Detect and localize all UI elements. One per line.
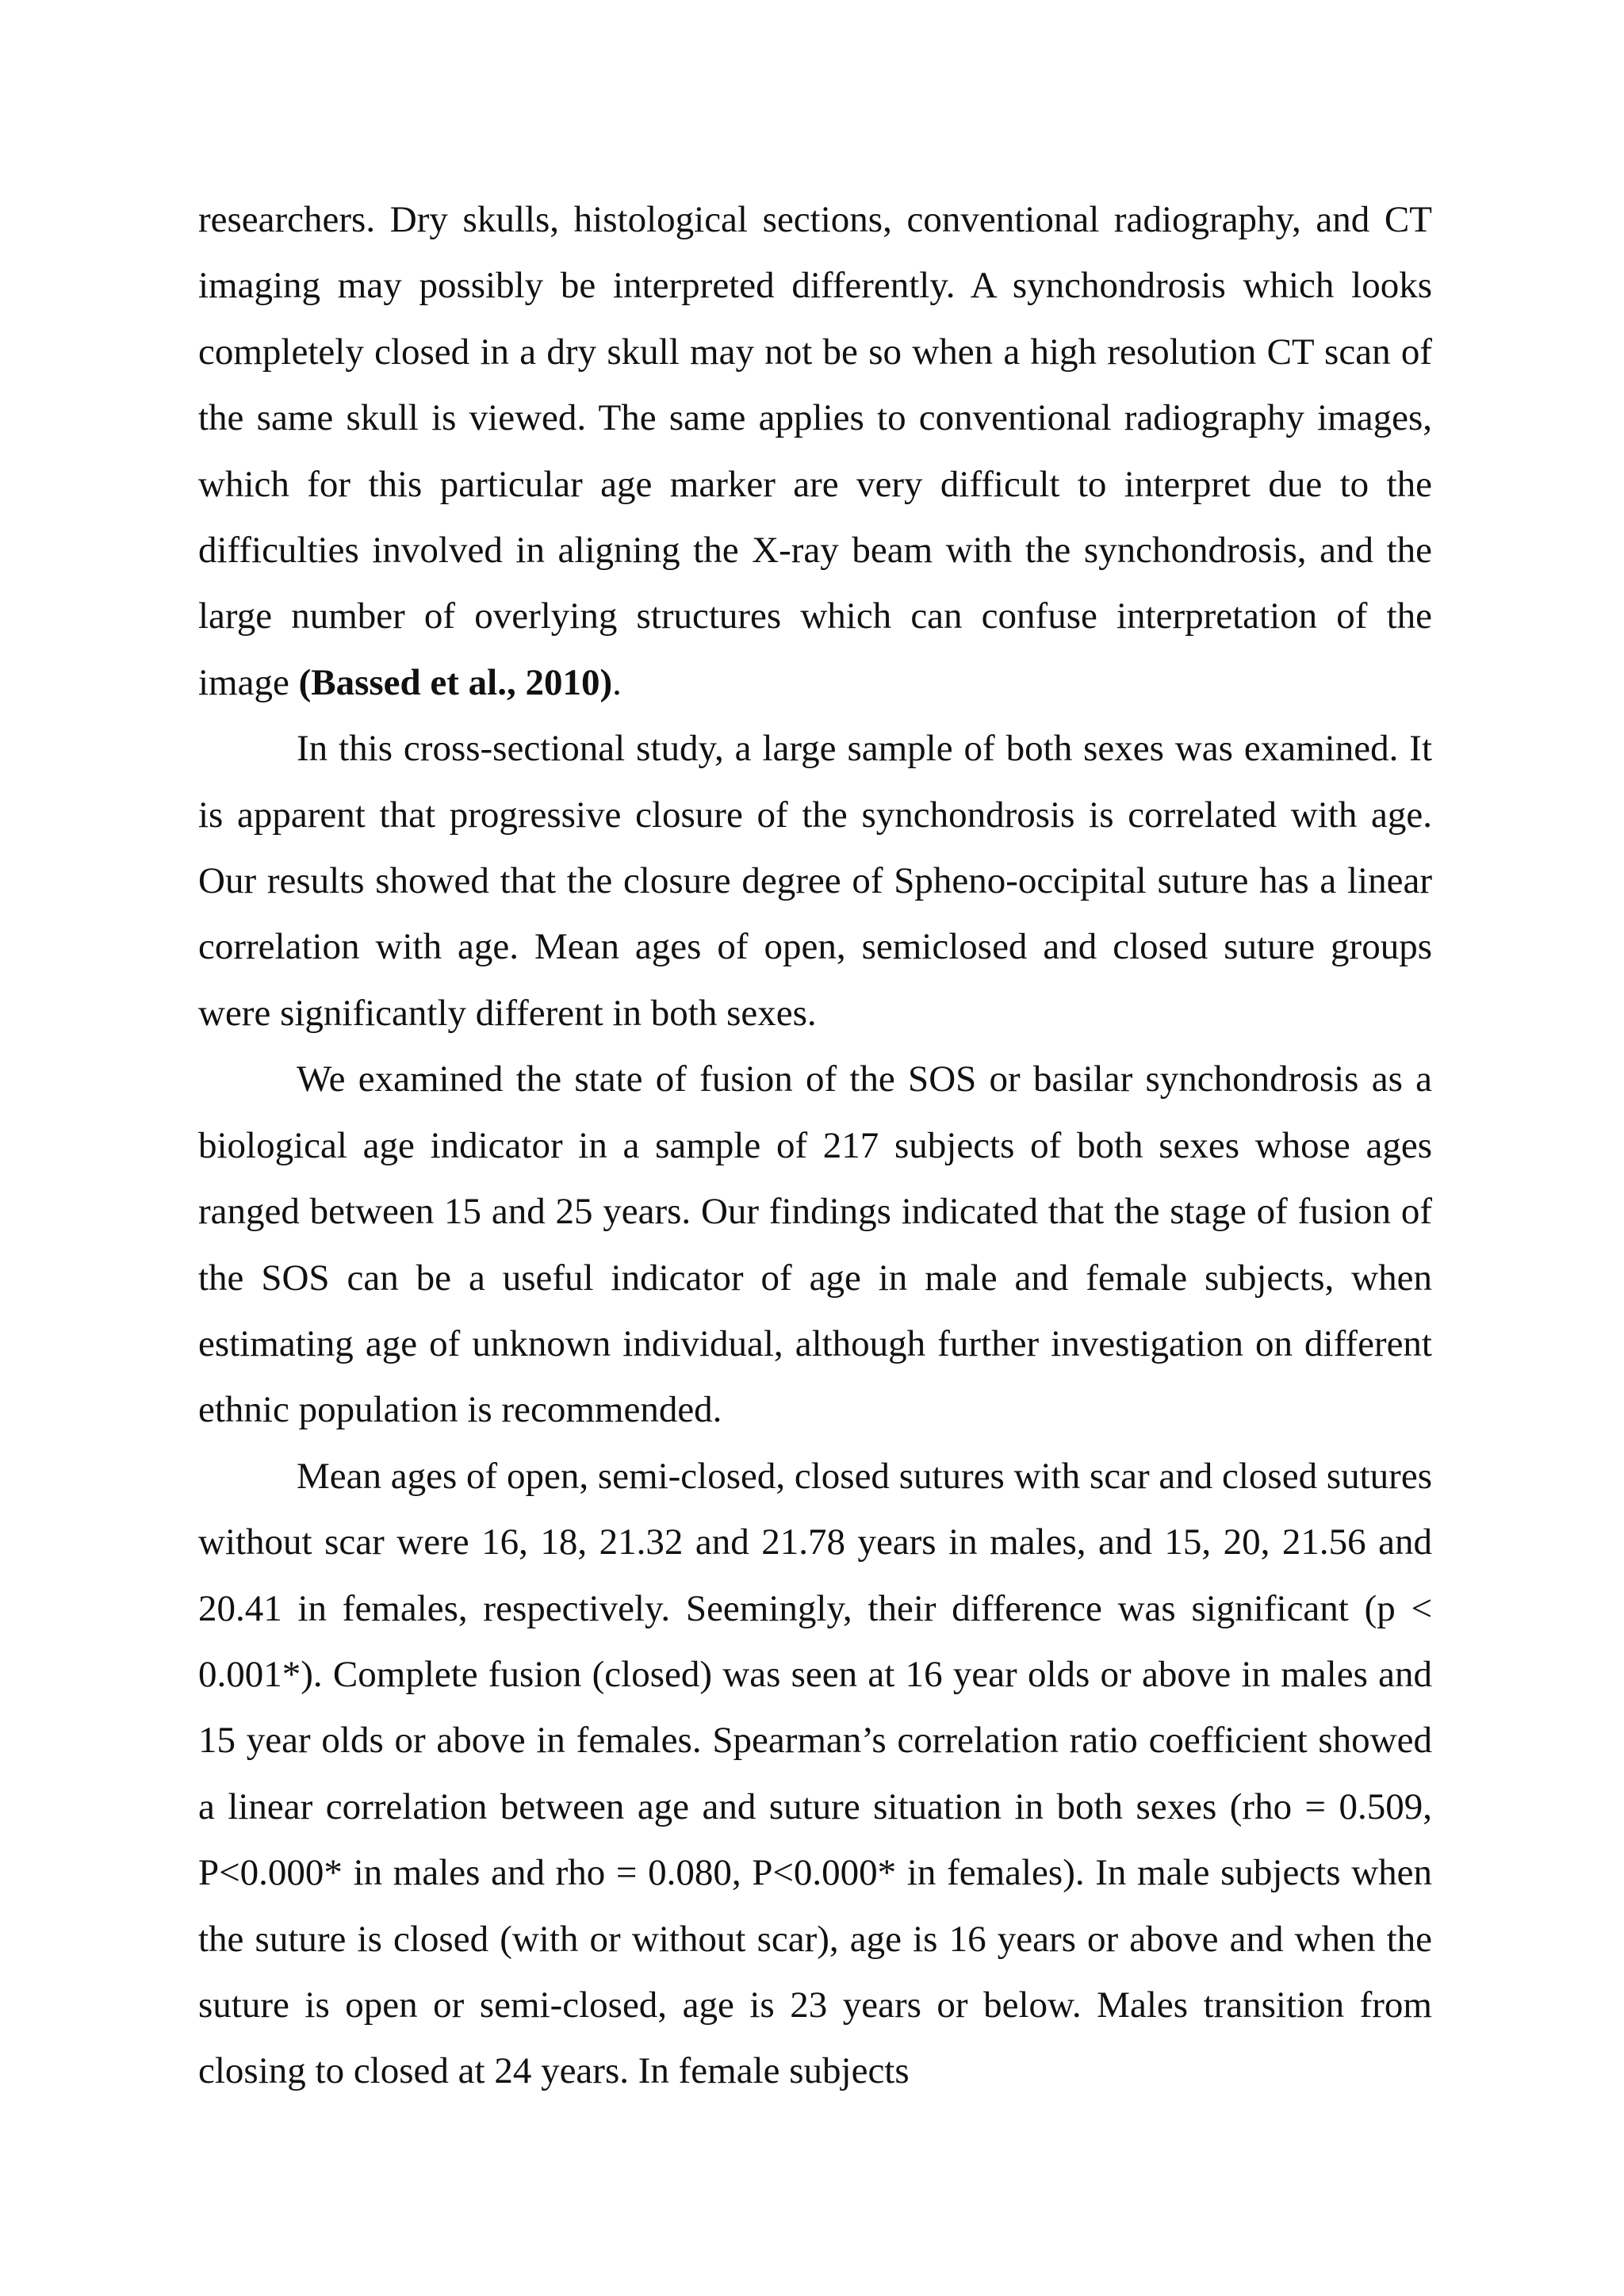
- paragraph-1: [198, 187, 1432, 716]
- citation-bassed-2010: (Bassed et al., 2010): [298, 661, 613, 703]
- body-text: [198, 187, 1432, 2105]
- paragraph-2: In this cross-sectional study, a large sample of both sexes was examined. It is apparent that progressive closure of the synchondrosis is correlated with age. Our results showed that the closure degree of Spheno-occipital suture has a linear correlation with age. Mean ages of open, semiclosed and closed suture groups were significantly different in both sexes.: [198, 728, 1432, 1034]
- paragraph-1-text: researchers. Dry skulls, histological sections, conventional radiography, and CT imaging may possibly be interpreted differently. A synchondrosis which looks completely closed in a dry skull may not be so when a high resolution CT scan of the same skull is viewed. The same applies to conventional radiography images, which for this particular age marker are very difficult to interpret due to the difficulties involved in aligning the X-ray beam with the synchondrosis, and the large number of overlying structures which can confuse interpretation of the image: [198, 199, 1432, 703]
- paragraph-3: We examined the state of fusion of the SOS or basilar synchondrosis as a biological age indicator in a sample of 217 subjects of both sexes whose ages ranged between 15 and 25 years. Our findings indicated that the stage of fusion of the SOS can be a useful indicator of age in male and female subjects, when estimating age of unknown individual, although further investigation on different ethnic population is recommended.: [198, 1058, 1432, 1431]
- paragraph-4: Mean ages of open, semi-closed, closed sutures with scar and closed sutures without scar were 16, 18, 21.32 and 21.78 years in males, and 15, 20, 21.56 and 20.41 in females, respectively. Seemingly, their difference was significant (p < 0.001*). Complete fusion (closed) was seen at 16 year olds or above in males and 15 year olds or above in females. Spearman’s correlation ratio coefficient showed a linear correlation between age and suture situation in both sexes (rho = 0.509, P<0.000* in males and rho = 0.080, P<0.000* in females). In male subjects when the suture is closed (with or without scar), age is 16 years or above and when the suture is open or semi-closed, age is 23 years or below. Males transition from closing to closed at 24 years. In female subjects: [198, 1455, 1432, 2092]
- paragraph-1-end: .: [612, 661, 622, 703]
